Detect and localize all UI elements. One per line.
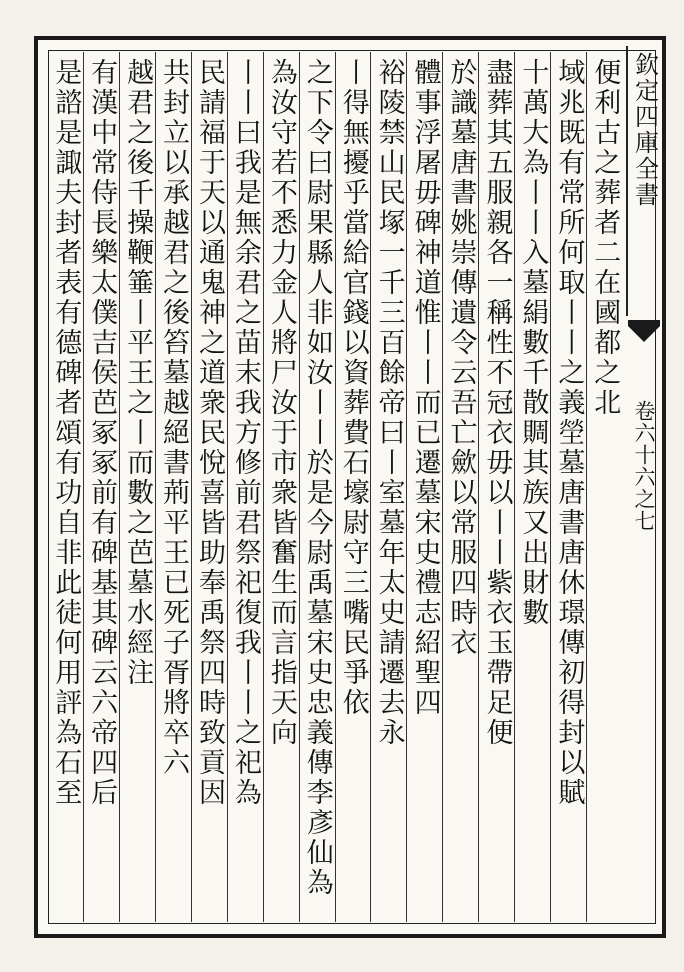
text-column: 裕陵禁山民塚一千三百餘帝曰丨室墓年太史請遷去永 — [370, 52, 406, 922]
book-title: 欽定四庫全書 — [630, 52, 659, 208]
text-column: 共封立以承越君之後笞墓越絕書荊平王已死子胥將卒六 — [155, 52, 191, 922]
text-column: 民請福于天以通鬼神之道衆民悅喜皆助奉禹祭四時致貢因 — [191, 52, 227, 922]
text-column: 域兆既有常所何取丨丨之義塋墓唐書唐休璟傳初得封以賦 — [550, 52, 586, 922]
text-column: 十萬大為丨丨入墓絹數千散賙其族又出財數 — [514, 52, 550, 922]
text-column: 盡葬其五服親各一稱性不冠衣毋以丨丨紫衣玉帶足便 — [478, 52, 514, 922]
text-column: 之下令曰尉果縣人非如汝丨丨於是今尉禹墓宋史忠義傳李彥仙為 — [299, 52, 335, 922]
text-column: 丨得無擾乎當給官錢以資葬費石壕尉守三嘴民爭依 — [335, 52, 371, 922]
text-column: 為汝守若不悉力金人將尸汝于市衆皆奮生而言指天向 — [263, 52, 299, 922]
text-column: 體事浮屠毋碑神道惟丨丨而已遷墓宋史禮志紹聖四 — [406, 52, 442, 922]
text-column: 於識墓唐書姚崇傳遺令云吾亡歛以常服四時衣 — [442, 52, 478, 922]
page-header-tab — [626, 46, 662, 316]
text-column: 越君之後千操鞭箠丨平王之丨而數之芭墓水經注 — [119, 52, 155, 922]
text-column: 便利古之葬者⼆在國都之北 — [586, 52, 622, 922]
text-column: 是諮是諏夫封者表有德碑者頌有功自非此徒何用評為石至 — [50, 58, 82, 808]
text-column: 有漢中常侍長樂太僕吉侯芭冢冢前有碑基其碑云六帝四后 — [83, 52, 119, 922]
text-columns — [48, 52, 622, 922]
volume-label: 卷六十六之七 — [632, 400, 656, 532]
fish-tail-mark-icon — [626, 316, 662, 346]
text-column: 丨丨曰我是無余君之苗末我方修前君祭祀復我丨丨之祀為 — [227, 52, 263, 922]
book-page — [34, 36, 666, 938]
